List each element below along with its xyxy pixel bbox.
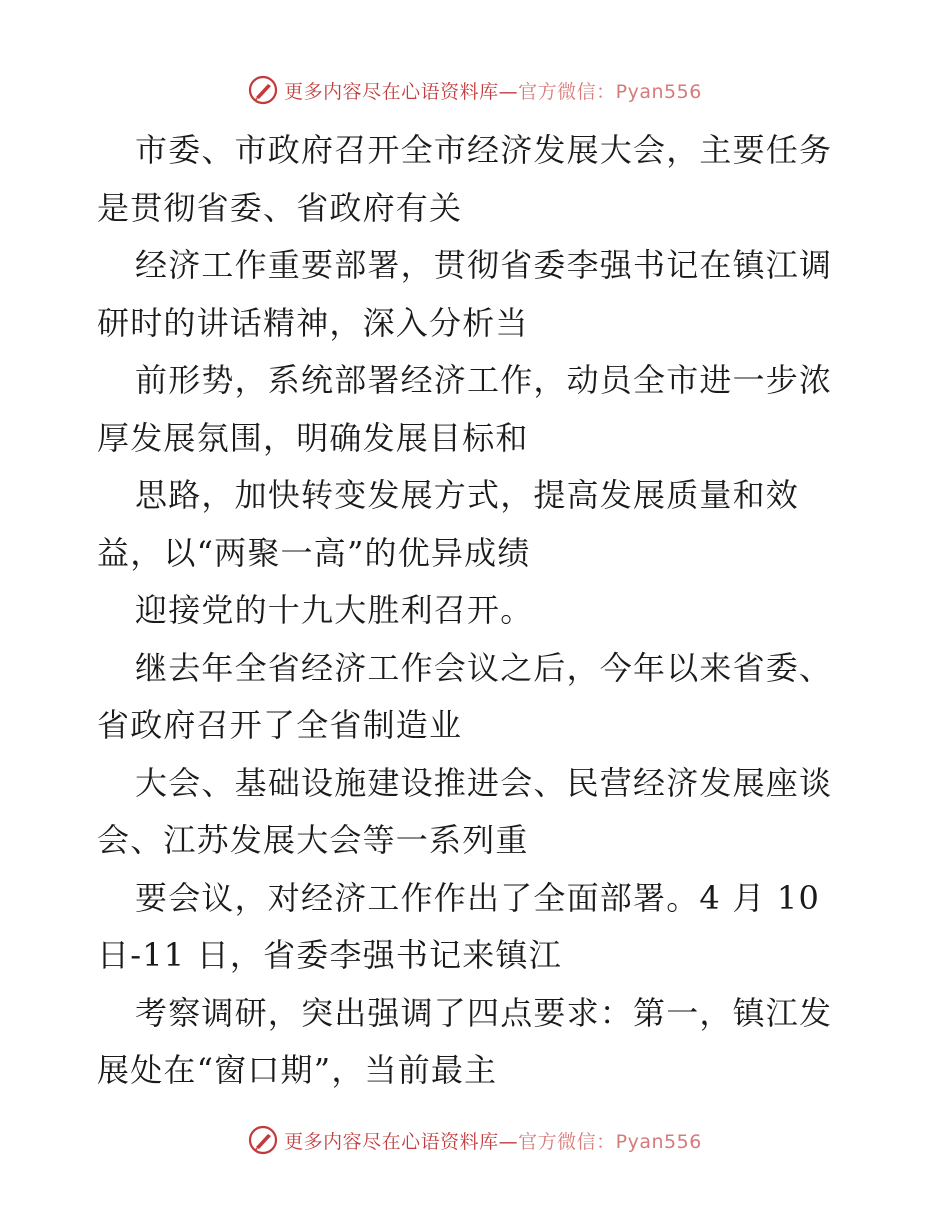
- text-line: 益，以“两聚一高”的优异成绩: [97, 533, 531, 572]
- watermark-text: [284, 1127, 702, 1154]
- text-line: 省政府召开了全省制造业: [97, 706, 463, 744]
- text-line: 是贯彻省委、省政府有关: [97, 188, 463, 227]
- text-line: 日-11 日，省委李强书记来镇江: [97, 936, 562, 974]
- watermark-wechat: 官方微信：Pyan556: [518, 80, 702, 103]
- watermark-wechat: 官方微信：Pyan556: [518, 1130, 702, 1153]
- text-line: 市委、市政府召开全市经济发展大会，主要任务: [135, 131, 833, 169]
- watermark-text: [284, 77, 702, 104]
- watermark-slogan: 更多内容尽在心语资料库—: [284, 1130, 519, 1153]
- document-body: [97, 122, 857, 1100]
- text-line: 考察调研，突出强调了四点要求：第一，镇江发: [135, 993, 833, 1032]
- text-line: 展处在“窗口期”，当前最主: [97, 1051, 498, 1089]
- text-line: 前形势，系统部署经济工作，动员全市进一步浓: [135, 361, 833, 399]
- text-line: 迎接党的十九大胜利召开。: [135, 591, 534, 629]
- text-line: 思路，加快转变发展方式，提高发展质量和效: [135, 476, 800, 514]
- text-line: 厚发展氛围，明确发展目标和: [97, 418, 529, 457]
- quill-pen-logo-icon: [248, 75, 278, 105]
- footer-watermark-banner: [0, 1120, 950, 1160]
- header-watermark-banner: [0, 70, 950, 110]
- watermark-slogan: 更多内容尽在心语资料库—: [284, 80, 519, 103]
- text-line: 大会、基础设施建设推进会、民营经济发展座谈: [135, 763, 833, 802]
- text-line: 经济工作重要部署，贯彻省委李强书记在镇江调: [135, 246, 833, 284]
- quill-pen-logo-icon: [248, 1125, 278, 1155]
- text-line: 会、江苏发展大会等一系列重: [97, 821, 529, 859]
- text-line: 研时的讲话精神，深入分析当: [97, 303, 529, 342]
- text-line: 要会议，对经济工作作出了全面部署。4 月 10: [135, 878, 821, 917]
- text-line: 继去年全省经济工作会议之后，今年以来省委、: [135, 648, 833, 687]
